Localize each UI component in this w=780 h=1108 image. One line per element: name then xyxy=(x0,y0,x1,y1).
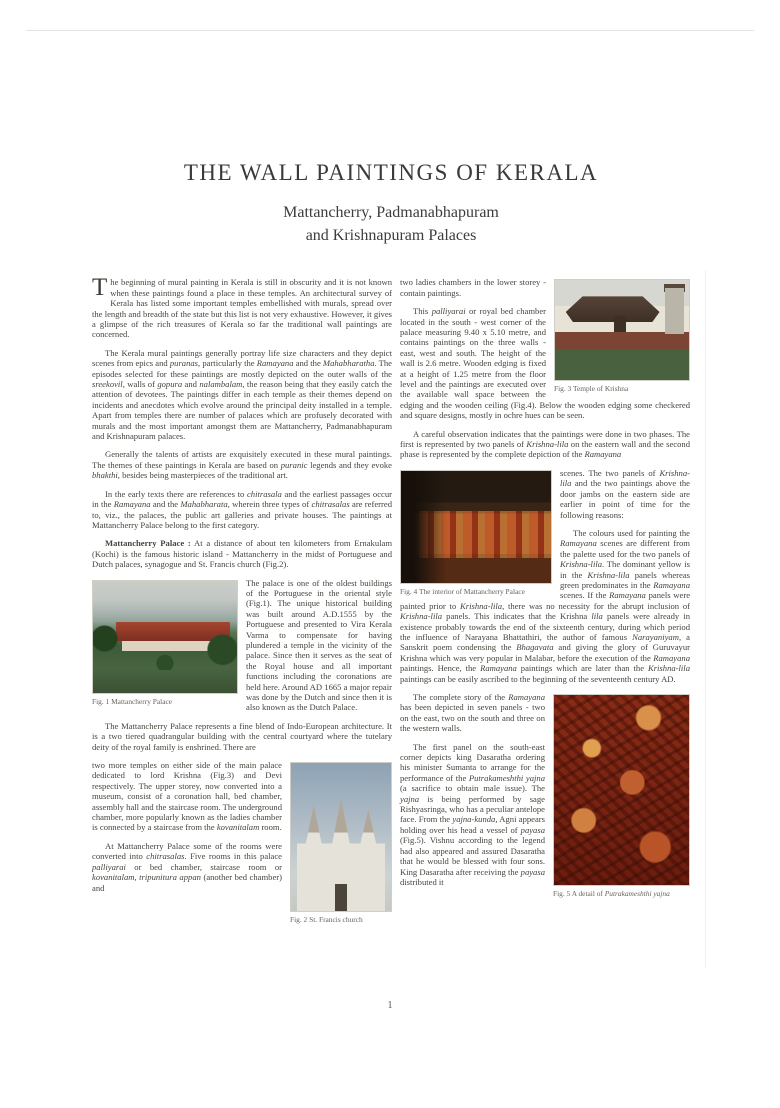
page-subtitle xyxy=(92,201,690,247)
paragraph-intro xyxy=(92,274,392,340)
page-title: THE WALL PAINTINGS OF KERALA xyxy=(183,160,599,185)
fig2-church-door xyxy=(335,884,347,911)
figure-4-caption: Fig. 4 The interior of Mattancherry Palace xyxy=(400,586,525,596)
figure-5-caption: Fig. 5 A detail of Putrakameshthi yajna xyxy=(553,889,670,898)
paragraph-two-phases: A careful observation indicates that the paintings were done in two phases. The first is represented by two panels of Krishna-lila on the eastern wall and the second phase is represented by the complete depiction of the Ramayana xyxy=(400,428,690,460)
fig1-photo-mattancherry-palace xyxy=(92,580,238,694)
paragraph-early-texts: In the early texts there are references to chitrasala and the earliest passages occur in the Ramayana and the Mahabharata, wherein three types of chitrasalas are referred to, viz., the palaces, the public art galleries and private houses. The paintings at Mattancherry Palace belong to the first category. xyxy=(92,488,392,530)
left-column xyxy=(92,274,393,927)
scan-artifact-edge xyxy=(705,270,706,968)
paragraph-ladies-chambers: two ladies chambers in the lower storey - contain paintings. xyxy=(400,277,546,298)
page-content xyxy=(92,160,690,927)
figure-1 xyxy=(92,580,238,706)
drop-cap: T xyxy=(92,274,108,302)
paragraph-colours: The colours used for painting the Ramayana scenes are different from the palette used for the two panels of Krishna-lila. The dominant yellow is in the Krishna-lila panels whereas green predominates in the Ramayana scenes. If the Ramayana panels were painted prior to Krishna-lila, there was no necessity for the abrupt inclusion of Krishna-lila panels. This indicates that the Krishna lila panels were already in existence probably towards the end of the sixteenth century, during which period the influence of Narayana Bhattathiri, the author of famous Narayaniyam, a Sanskrit poem condensing the Bhagavata and giving the glory of Guruvayur Krishna which was very popular in Malabar, before the execution of the Ramayana paintings. Hence, the Ramayana paintings which are later than the Krishna-lila paintings can be easily ascribed to the beginning of the seventeenth century AD. xyxy=(400,527,691,684)
fig3-photo-temple-of-krishna xyxy=(554,279,690,381)
subtitle-line-1: Mattancherry, Padmanabhapuram xyxy=(283,204,499,221)
paragraph-chitrasalas-rooms: At Mattancherry Palace some of the rooms were converted into chitrasalas. Five rooms in this palace palliyarai or bed chamber, staircase room or kovanitalam, tripunitura appan (another bed chamber) and xyxy=(92,840,283,893)
fig4-dark-corner xyxy=(401,471,446,583)
figure-2-caption: Fig. 2 St. Francis church xyxy=(290,915,363,925)
paragraph-talents: Generally the talents of artists are exquisitely executed in these mural paintings. The themes of these paintings in Kerala are based on puranic legends and they evoke bhakthi, besides being masterpieces of the traditional art. xyxy=(92,449,392,481)
paragraph-text: At a distance of about ten kilometers from Ernakulam (Kochi) is the famous historic island - Mattancherry in the midst of Portuguese and Dutch palaces, synagogue and St. Francis church (Fig.2). xyxy=(92,538,393,570)
paragraph-lead-bold: Mattancherry Palace : xyxy=(105,538,191,549)
fig4-photo-palace-interior xyxy=(400,470,552,584)
figure-5 xyxy=(553,694,690,898)
subtitle-line-2: and Krishnapuram Palaces xyxy=(305,227,477,245)
paragraph-mattancherry-intro xyxy=(92,538,392,569)
figure-3 xyxy=(554,279,690,393)
paragraph-two-phases-continued: scenes. The two panels of Krishna-lila and the two paintings above the door jambs on the eastern side are earlier in point of time for the following reasons: xyxy=(560,467,690,520)
fig3-temple-door xyxy=(614,316,626,332)
two-column-body xyxy=(92,274,691,927)
title-block xyxy=(92,160,690,247)
paragraph-seven-panels: The complete story of the Ramayana has been depicted in seven panels - two on the east, two on the south and three on the western walls. xyxy=(400,692,545,734)
fig1-palm-trees xyxy=(93,625,237,670)
figure-1-caption: Fig. 1 Mattancherry Palace xyxy=(92,696,173,706)
figure-4 xyxy=(400,470,552,596)
fig5-photo-mural-detail xyxy=(553,694,690,886)
paragraph-mattancherry-history: The palace is one of the oldest buildings of the Portuguese in the oriental style (Fig.1). The unique historical building was built around A.D.1555 by the Portuguese and presented to Vira Kerala Varma to compensate for having plundered a temple in the vicinity of the palace. Since then it serves as the seat of the Royal house and all important functions including the coronations are held here. Around AD 1665 a major repair was done by the Dutch and since then it is also known as the Dutch Palace. xyxy=(246,577,392,713)
figure-2 xyxy=(290,762,392,924)
paragraph-temples-museum: two more temples on either side of the main palace dedicated to lord Krishna (Fig.3) and Devi respectively. The upper storey, now converted into a museum, consist of a coronation hall, bed chamber, assembly hall and the staircase room. The underground chamber, more popularly known as the ladies chamber is connected by a staircase from the kovanitalam room. xyxy=(92,760,282,833)
fig2-photo-st-francis-church xyxy=(290,762,392,912)
fig3-temple-roof xyxy=(566,296,660,322)
fig3-tower xyxy=(665,288,684,334)
scan-artifact-line xyxy=(26,30,754,31)
figure-3-caption: Fig. 3 Temple of Krishna xyxy=(554,384,629,394)
page-number: 1 xyxy=(387,1000,393,1011)
paragraph-kerala-murals: The Kerala mural paintings generally portray life size characters and they depict scenes from epics and puranas, particularly the Ramayana and the Mahabharatha. The episodes selected for these paintings are mostly depicted on the outer walls of the sreekovil, walls of gopura and nalambalam, the reason being that they easily catch the attention of devotees. The paintings differ in each temple as their themes depend on incidents and anecdotes which evolve around the principal deity installed in a temple. Apart from temples there are number of palaces which are profusely decorated with murals and the most important amongst them are Mattancherry, Padmanabhapuram and Krishnapuram palaces. xyxy=(92,347,392,442)
paragraph-indo-european: The Mattancherry Palace represents a fine blend of Indo-European architecture. It is a two tiered quadrangular building with the central courtyard where the tutelary deity of the royal family is enshrined. There are xyxy=(92,720,392,752)
paragraph-first-panel: The first panel on the south-east corner depicts king Dasaratha ordering his minister Sumanta to arrange for the performance of the Putrakameshthi yajna (a sacrifice to obtain male issue). The yajna is being performed by sage Rishyasringa, who has a peculiar antelope face. From the yajna-kunda, Agni appears holding over his head a vessel of payasa (Fig.5). Vishnu according to the legend had also appeared and assured Dasaratha that he would be blessed with four sons. King Dasaratha after receiving the payasa distributed it xyxy=(400,741,545,887)
paragraph-palliyarai: This palliyarai or royal bed chamber located in the south - west corner of the palace measuring 9.40 x 5.10 metre, and contains paintings on the three walls - east, west and south. The height of the wall is 2.6 metre. Wooden edging is fixed at a height of 1.25 metre from the floor level and the paintings are executed over the available wall space between the edging and the wooden ceiling (Fig.4). Below the wooden edging some checkered and square designs, mostly in ochre hues can be seen. xyxy=(400,306,690,421)
paragraph-text: he beginning of mural painting in Kerala is still in obscurity and it is not known when these paintings found a place in these temples. An architectural survey of Kerala has listed some important temples embellished with murals, spread over the length and breadth of the state but this list is not very exhaustive. However, it gives a glimpse of the rich treasures of Kerala so far the traditional wall paintings are concerned. xyxy=(92,277,392,340)
right-column xyxy=(400,277,690,927)
